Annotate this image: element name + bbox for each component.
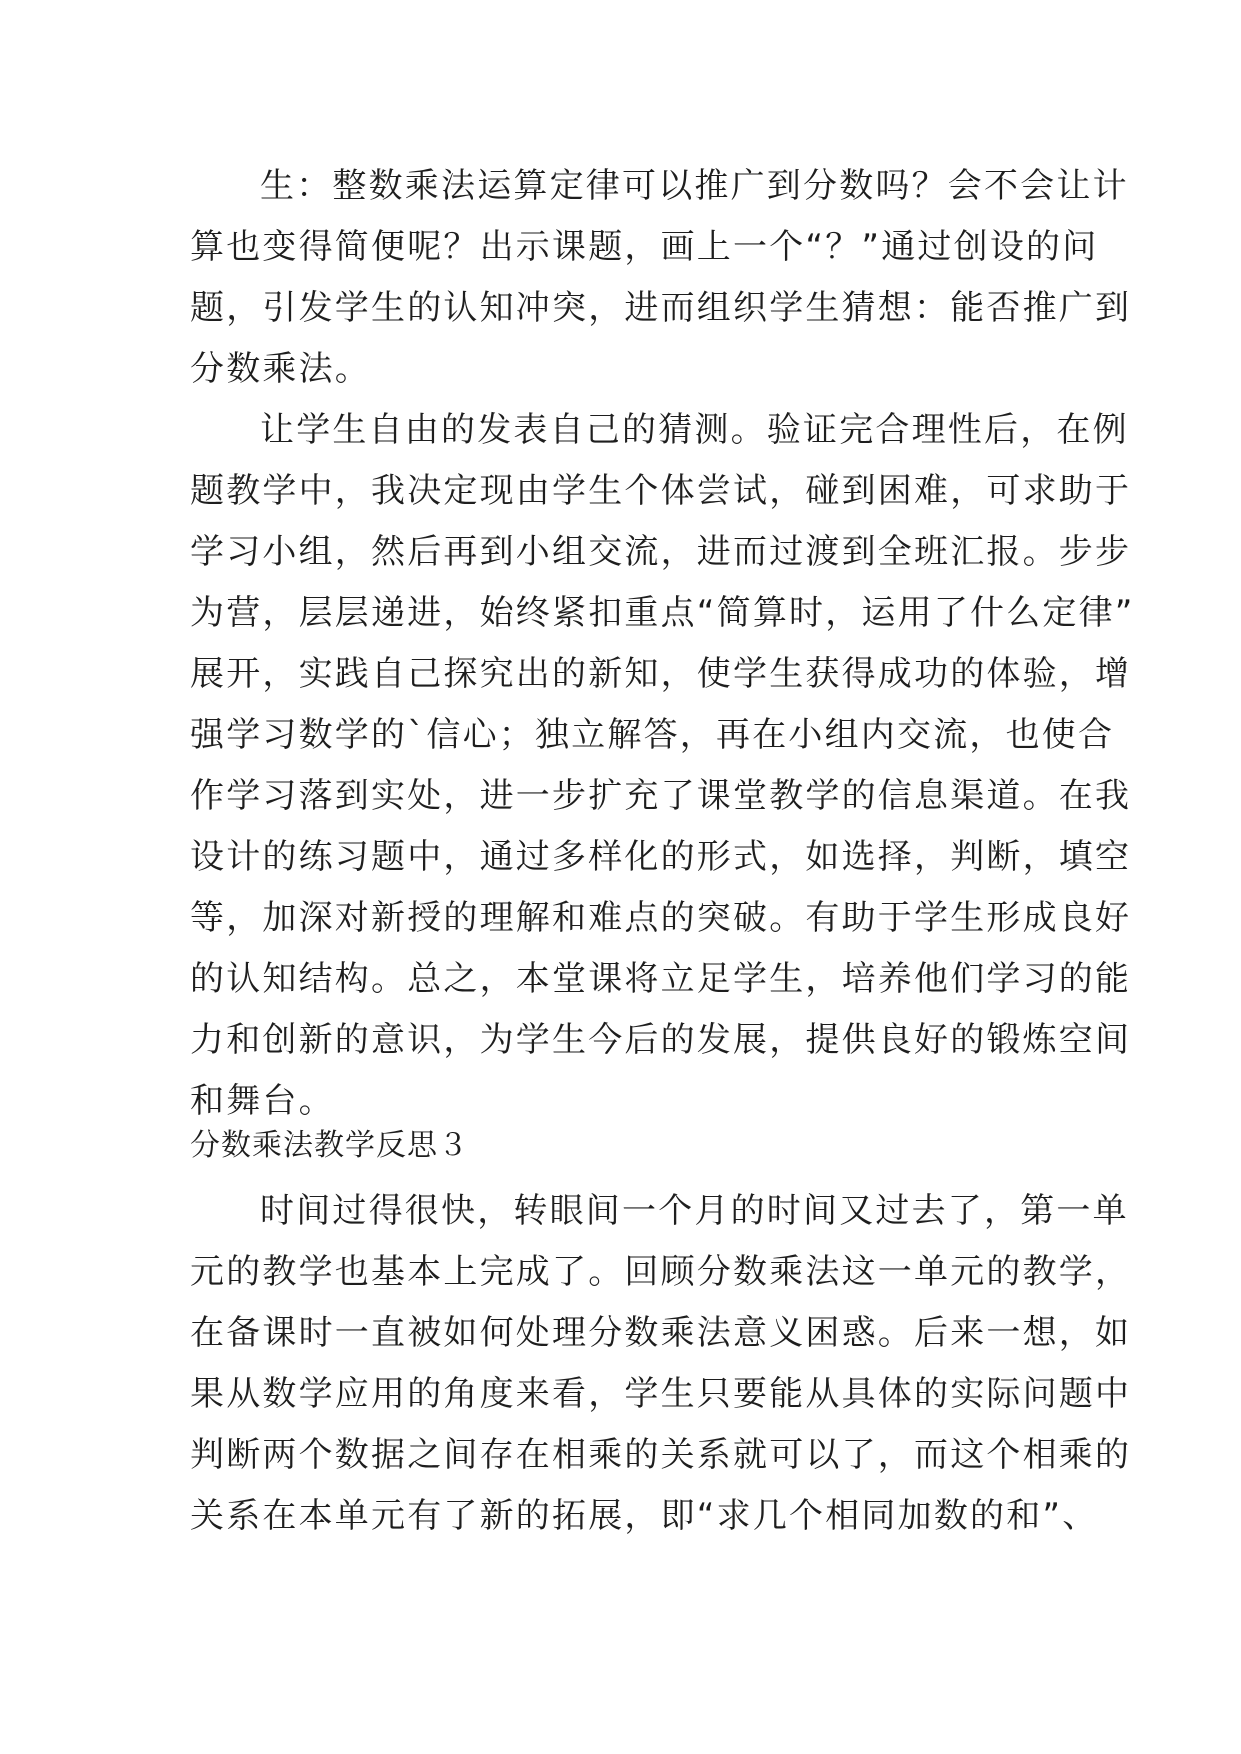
paragraph-line: 生：整数乘法运算定律可以推广到分数吗？会不会让计 xyxy=(260,166,1129,206)
paragraph-3 xyxy=(190,1181,1132,1547)
paragraph-line: 题教学中，我决定现由学生个体尝试，碰到困难，可求助于 xyxy=(190,471,1132,511)
paragraph-line: 等，加深对新授的理解和难点的突破。有助于学生形成良好 xyxy=(190,898,1132,938)
paragraph-line: 为营，层层递进，始终紧扣重点“简算时，运用了什么定律” xyxy=(190,593,1135,633)
paragraph-line: 设计的练习题中，通过多样化的形式，如选择，判断，填空 xyxy=(190,837,1132,877)
paragraph-line: 学习小组，然后再到小组交流，进而过渡到全班汇报。步步 xyxy=(190,532,1132,572)
paragraph-line: 的认知结构。总之，本堂课将立足学生，培养他们学习的能 xyxy=(190,959,1132,999)
paragraph-line: 分数乘法。 xyxy=(190,349,371,389)
paragraph-line: 元的教学也基本上完成了。回顾分数乘法这一单元的教学， xyxy=(190,1252,1132,1292)
paragraph-line: 判断两个数据之间存在相乘的关系就可以了，而这个相乘的 xyxy=(190,1435,1132,1475)
paragraph-line: 展开，实践自己探究出的新知，使学生获得成功的体验，增 xyxy=(190,654,1132,694)
paragraph-line: 让学生自由的发表自己的猜测。验证完合理性后，在例 xyxy=(260,410,1129,450)
paragraph-line: 在备课时一直被如何处理分数乘法意义困惑。后来一想，如 xyxy=(190,1313,1132,1353)
paragraph-line: 算也变得简便呢？出示课题，画上一个“？”通过创设的问 xyxy=(190,227,1099,267)
paragraph-line: 力和创新的意识，为学生今后的发展，提供良好的锻炼空间 xyxy=(190,1020,1132,1060)
paragraph-line: 题，引发学生的认知冲突，进而组织学生猜想：能否推广到 xyxy=(190,288,1132,328)
paragraph-line: 强学习数学的`信心；独立解答，再在小组内交流，也使合 xyxy=(190,715,1115,755)
paragraph-1 xyxy=(190,156,1132,400)
section-heading: 分数乘法教学反思３ xyxy=(190,1128,469,1163)
paragraph-line: 和舞台。 xyxy=(190,1081,335,1121)
paragraph-line: 作学习落到实处，进一步扩充了课堂教学的信息渠道。在我 xyxy=(190,776,1132,816)
paragraph-2 xyxy=(190,400,1135,1132)
paragraph-line: 时间过得很快，转眼间一个月的时间又过去了，第一单 xyxy=(260,1191,1129,1231)
paragraph-line: 果从数学应用的角度来看，学生只要能从具体的实际问题中 xyxy=(190,1374,1132,1414)
paragraph-line: 关系在本单元有了新的拓展，即“求几个相同加数的和”、 xyxy=(190,1496,1099,1536)
